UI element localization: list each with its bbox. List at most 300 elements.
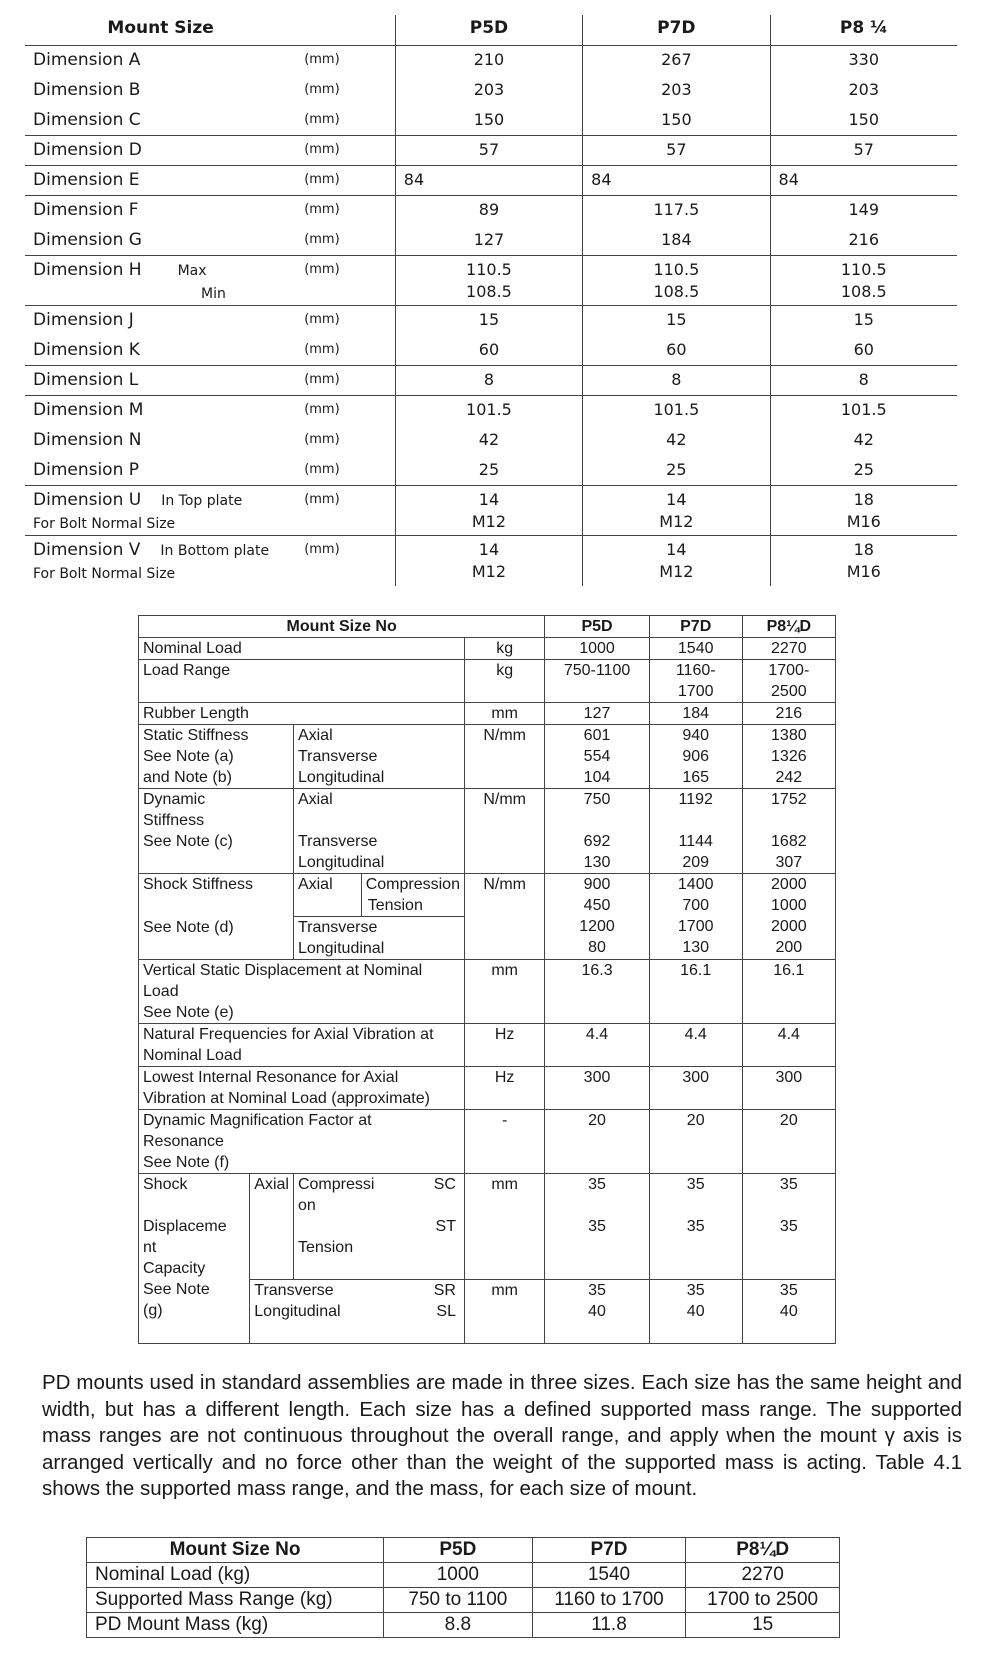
cell-value: 1000 [384,1563,533,1588]
dim-unit: (mm) [296,536,395,586]
dim-value-pair [770,256,957,306]
cell-value: 16.1 [742,960,835,1024]
shock-disp-row-1 [139,1174,836,1280]
lowest-res-row [139,1067,836,1110]
dir-longitudinal: Longitudinal [297,854,385,871]
summary-header-row [87,1538,840,1563]
dim-value: 110.5 [466,260,512,279]
cell-value: 2270 [742,638,835,660]
cell-value: 4.4 [649,1024,742,1067]
label-line: Natural Frequencies for Axial Vibration at [143,1026,434,1043]
cell-values [742,874,835,960]
dim-label-cell [25,486,296,536]
cell-value: 554 [583,748,611,765]
cell-value: 300 [742,1067,835,1110]
dimensions-header-row [25,15,957,46]
dim-value: 150 [770,106,957,136]
dim-unit: (mm) [304,341,340,357]
cell-value: 300 [649,1067,742,1110]
cell-value: 209 [682,854,710,871]
row-label [139,725,294,789]
dim-value: 25 [583,456,770,486]
cell-value: 2270 [686,1563,840,1588]
sym-st: ST [435,1218,456,1235]
dim-sub-max: Max [177,263,207,279]
label-line: Lowest Internal Resonance for Axial [143,1069,399,1086]
dim-unit: (mm) [304,461,340,477]
cell-value: 165 [682,769,710,786]
dim-label-cell [25,536,296,586]
sym-sr: SR [433,1282,456,1299]
dim-unit: (mm) [304,81,340,97]
dim-value: 150 [395,106,582,136]
nominal-load-row [139,638,836,660]
cell-value: 35 [779,1176,798,1193]
dim-row-l [25,366,957,396]
dim-row-c [25,106,957,136]
dir-axial: Axial [297,727,333,744]
dim-unit-text: (mm) [304,172,340,187]
dir-longitudinal: Longitudinal [297,940,385,957]
cell-value: 601 [583,727,611,744]
dim-unit: (mm) [296,396,395,426]
cell-value: 130 [583,854,611,871]
cell-value: 80 [588,939,606,956]
dim-value: 60 [770,336,957,366]
label-line: Resonance [143,1133,224,1150]
cell-value: 1200 [579,918,615,935]
dim-value-pair [583,536,770,586]
label-line: See Note (a) [143,748,234,765]
dim-label: Dimension F [25,196,296,226]
dim-row-v [25,536,957,586]
dim-value-pair [395,256,582,306]
dim-label-cell [25,256,296,306]
dim-value-pair [395,486,582,536]
dim-value: 25 [770,456,957,486]
dim-value: M12 [471,562,507,581]
dim-value: 8 [395,366,582,396]
dim-value: M16 [846,562,881,581]
dir-axial: Axial [250,1174,294,1280]
nat-freq-row [139,1024,836,1067]
col-header-p7d: P7D [583,15,770,46]
row-unit: mm [464,960,544,1024]
dim-value: 127 [395,226,582,256]
cell-values [649,789,742,874]
row-unit: kg [464,660,544,703]
cell-value: 1380 [771,727,807,744]
cell-value: 40 [779,1303,798,1320]
dim-value-pair [395,536,582,586]
dim-value: M12 [659,562,694,581]
dim-label: Dimension H [33,260,142,280]
cell-values [649,1174,742,1280]
row-label [139,1067,465,1110]
dir-tension: Tension [367,897,423,914]
label-line: Shock [143,1176,188,1193]
summary-table [86,1537,840,1638]
row-unit: - [464,1110,544,1174]
label-line: and Note (b) [143,769,232,786]
cell-value: 40 [588,1303,606,1320]
row-label: Nominal Load (kg) [87,1563,384,1588]
cell-value: 750-1100 [545,660,649,703]
dim-value-pair [583,486,770,536]
dim-value: 18 [853,540,874,559]
dim-label: Dimension E [25,166,296,196]
rubber-length-row [139,703,836,725]
cell-values [545,874,649,960]
dim-value: 210 [395,46,582,76]
dim-value: 15 [770,306,957,336]
dim-value: 330 [770,46,957,76]
dir-tension: Tension [297,1239,354,1256]
cell-value: 1540 [532,1563,686,1588]
dir-transverse: Transverse [297,833,378,850]
row-unit: mm [464,1280,544,1344]
cell-value: 1700 [677,918,714,935]
row-unit: mm [464,1174,544,1280]
row-label [139,1110,465,1174]
dim-value: M16 [846,512,881,531]
comp-tension-cell [293,1174,464,1280]
cell-value: 104 [583,769,611,786]
dir-transverse: Transverse [297,748,378,765]
dim-unit: (mm) [296,196,395,226]
cell-value: 16.1 [649,960,742,1024]
unit-header [296,15,395,46]
cell-value: 15 [686,1613,840,1638]
cell-value: 20 [545,1110,649,1174]
dynamic-stiffness-row [139,789,836,874]
dim-value: 149 [770,196,957,226]
dir-axial: Axial [293,874,361,917]
comp-tension-labels [361,874,464,917]
dim-unit: (mm) [296,366,395,396]
dim-value: 14 [666,490,687,509]
label-line: Stiffness [143,812,205,829]
dir-compression-cont: on [297,1197,316,1214]
cell-value-pair [742,660,835,703]
dmf-row [139,1110,836,1174]
col-header-p7d: P7D [649,616,742,638]
dim-value: 110.5 [653,260,700,279]
row-note: See Note (d) [139,917,294,960]
cell-value: 307 [775,854,803,871]
dim-value-pair [770,486,957,536]
cell-values [545,1280,649,1344]
dim-row-d [25,136,957,166]
dim-value-pair [770,536,957,586]
row-label: Supported Mass Range (kg) [87,1588,384,1613]
dim-label: Dimension A [33,50,141,70]
row-unit: Hz [464,1024,544,1067]
dim-unit: (mm) [304,431,340,447]
props-header-row [139,616,836,638]
dim-unit: (mm) [296,306,395,336]
row-unit: N/mm [464,725,544,789]
cell-value: 184 [649,703,742,725]
dim-sub-label: In Top plate [161,493,243,509]
mount-size-header: Mount Size [25,15,296,46]
cell-value: 35 [779,1282,798,1299]
cell-value: 35 [686,1218,705,1235]
dim-value: 117.5 [583,196,770,226]
dim-value: 203 [583,76,770,106]
label-line: See Note (f) [143,1154,230,1171]
cell-value: 20 [742,1110,835,1174]
cell-values [545,725,649,789]
col-header-p5d: P5D [384,1538,533,1563]
cell-values [742,1174,835,1280]
cell-value: 35 [588,1282,606,1299]
cell-value: 20 [649,1110,742,1174]
cell-values [649,1280,742,1344]
cell-value: 1000 [771,897,807,914]
dim-label: Dimension G [33,229,142,250]
dim-value: 184 [583,226,770,256]
dim-value: 203 [395,76,582,106]
label-line: See Note [143,1281,210,1298]
label-line: Nominal Load [143,1047,242,1064]
label-line: Displaceme [143,1218,227,1235]
cell-value: 1160- [675,662,716,679]
dim-label: Dimension U [33,490,142,510]
cell-value: 906 [682,748,710,765]
static-stiffness-row [139,725,836,789]
dim-label: Dimension K [33,339,140,360]
dim-row-j [25,306,957,336]
col-header-p5d: P5D [545,616,649,638]
label-line: Capacity [143,1260,206,1277]
row-label: Nominal Load [139,638,465,660]
dim-value: 60 [583,336,770,366]
row-unit: N/mm [464,874,544,960]
dim-row-m [25,396,957,426]
cell-value: 16.3 [545,960,649,1024]
col-header-p8: P8 ¼ [770,15,957,46]
cell-values [742,789,835,874]
cell-value: 1540 [649,638,742,660]
cell-value: 1400 [677,876,714,893]
col-header-p7d: P7D [532,1538,686,1563]
dim-label: Dimension J [25,306,296,336]
cell-value: 1700 to 2500 [686,1588,840,1613]
dim-row-u [25,486,957,536]
label-line: (g) [143,1302,163,1319]
dim-bolt-label: For Bolt Normal Size [33,566,176,582]
dim-value: 101.5 [395,396,582,426]
cell-values [649,725,742,789]
dir-transverse: Transverse [297,919,378,936]
cell-value: 130 [682,939,710,956]
summary-row-mass-range [87,1588,840,1613]
sym-sl: SL [436,1303,456,1320]
row-label [139,789,294,874]
cell-value: 700 [682,897,710,914]
dim-label: Dimension B [33,79,141,100]
dim-value: 57 [583,136,770,166]
cell-value: 1682 [771,833,807,850]
cell-value: 4.4 [742,1024,835,1067]
dim-value: 84 [583,166,770,196]
dim-row-h [25,256,957,306]
col-header-p8d: P8¼D [742,616,835,638]
dim-value: 101.5 [770,396,957,426]
dir-axial: Axial [297,791,333,808]
dim-row-g [25,226,957,256]
dim-unit: (mm) [304,111,340,127]
dim-unit: (mm) [304,231,340,247]
load-range-row [139,660,836,703]
dim-row-p [25,456,957,486]
dim-value: 57 [395,136,582,166]
row-label [139,1024,465,1067]
row-unit: mm [464,703,544,725]
dim-bolt-label: For Bolt Normal Size [33,516,176,532]
dim-value: 42 [583,426,770,456]
dim-row-f [25,196,957,226]
row-label: Rubber Length [139,703,465,725]
cell-values [649,874,742,960]
dim-row-b [25,76,957,106]
dim-value: 60 [395,336,582,366]
cell-value: 300 [545,1067,649,1110]
dim-value: 108.5 [840,282,887,301]
dim-unit: (mm) [296,486,395,536]
cell-value: 1700 [677,683,714,700]
dim-value: 84 [770,166,957,196]
dim-label: Dimension L [25,366,296,396]
dir-compression: Compressi [297,1176,375,1193]
label-line: Vibration at Nominal Load (approximate) [143,1090,430,1107]
dim-value: 14 [478,490,500,509]
row-unit: N/mm [464,789,544,874]
cell-value: 2000 [771,876,807,893]
dim-value-pair [583,256,770,306]
dim-value: 14 [666,540,687,559]
direction-labels [293,917,464,960]
cell-value: 900 [583,876,611,893]
dim-label: Dimension V [33,540,141,560]
row-label: Shock Stiffness [139,874,294,917]
cell-value: 750 [583,791,611,808]
cell-value: 2500 [771,683,807,700]
cell-value: 35 [686,1282,705,1299]
dim-value: 108.5 [653,282,700,301]
dim-unit: (mm) [304,52,340,67]
dim-value: M12 [471,512,507,531]
cell-value: 1326 [771,748,807,765]
row-unit: Hz [464,1067,544,1110]
label-line: nt [143,1239,157,1256]
cell-value: 692 [583,833,611,850]
cell-value: 1700- [768,662,810,679]
dir-transverse: Transverse [254,1282,334,1299]
cell-values [545,1174,649,1280]
dim-sub-label: In Bottom plate [160,543,270,559]
label-line: Static Stiffness [143,727,249,744]
dim-label: Dimension N [33,429,142,450]
cell-value: 216 [742,703,835,725]
dim-value: 108.5 [466,282,512,301]
summary-row-mount-mass [87,1613,840,1638]
cell-value: 940 [682,727,710,744]
direction-labels [293,789,464,874]
label-line: See Note (e) [143,1004,234,1021]
dim-value: M12 [659,512,694,531]
summary-row-nominal-load [87,1563,840,1588]
props-header-label: Mount Size No [139,616,545,638]
dim-unit: (mm) [296,136,395,166]
cell-value: 1000 [545,638,649,660]
dim-value: 14 [478,540,500,559]
label-line: See Note (c) [143,833,233,850]
cell-value: 8.8 [384,1613,533,1638]
row-unit: kg [464,638,544,660]
cell-value: 2000 [771,918,807,935]
dim-label: Dimension P [33,459,140,480]
cell-value: 1144 [678,833,713,850]
dim-row-e [25,166,957,196]
label-line: Dynamic [143,791,206,808]
dim-value: 25 [395,456,582,486]
cell-values [545,789,649,874]
dim-value: 203 [770,76,957,106]
row-label [139,1174,250,1344]
shock-stiffness-row-1 [139,874,836,917]
cell-value: 11.8 [532,1613,686,1638]
label-line: Dynamic Magnification Factor at [143,1112,372,1129]
dimensions-table [25,15,957,586]
dim-value: 84 [395,166,582,196]
cell-value: 35 [779,1218,798,1235]
cell-value: 1752 [771,791,807,808]
sym-sc: SC [433,1176,456,1193]
dim-value: 57 [770,136,957,166]
dim-value: 110.5 [840,260,887,279]
cell-value: 35 [588,1218,606,1235]
dim-value: 15 [583,306,770,336]
properties-table [138,615,836,1344]
dim-value: 15 [395,306,582,336]
dim-unit [296,166,395,196]
cell-value: 35 [588,1176,606,1193]
dim-label: Dimension D [25,136,296,166]
cell-value: 242 [775,769,803,786]
cell-value: 1192 [678,791,713,808]
cell-value: 200 [775,939,803,956]
cell-value: 4.4 [545,1024,649,1067]
summary-header-label: Mount Size No [87,1538,384,1563]
cell-values [742,1280,835,1344]
dim-sub-min: Min [201,286,226,302]
description-paragraph: PD mounts used in standard assemblies are made in three sizes. Each size has the same height and width, but has a different length. Each size has a defined supported mass range. The supported mass ranges are not continuous throughout the overall range, and apply when the mount γ axis is arranged vertically and no force other than the weight of the supported mass is acting. Table 4.1 shows the supported mass range, and the mass, for each size of mount. [42,1371,962,1500]
dim-value: 8 [583,366,770,396]
dir-compression: Compression [365,876,460,893]
cell-value-pair [649,660,742,703]
dim-value: 101.5 [583,396,770,426]
cell-value: 450 [583,897,611,914]
dim-value: 8 [770,366,957,396]
row-label: Load Range [139,660,465,703]
dim-value: 42 [770,426,957,456]
cell-value: 40 [686,1303,705,1320]
direction-labels [250,1280,465,1344]
cell-value: 1160 to 1700 [532,1588,686,1613]
dim-label: Dimension C [33,109,141,130]
